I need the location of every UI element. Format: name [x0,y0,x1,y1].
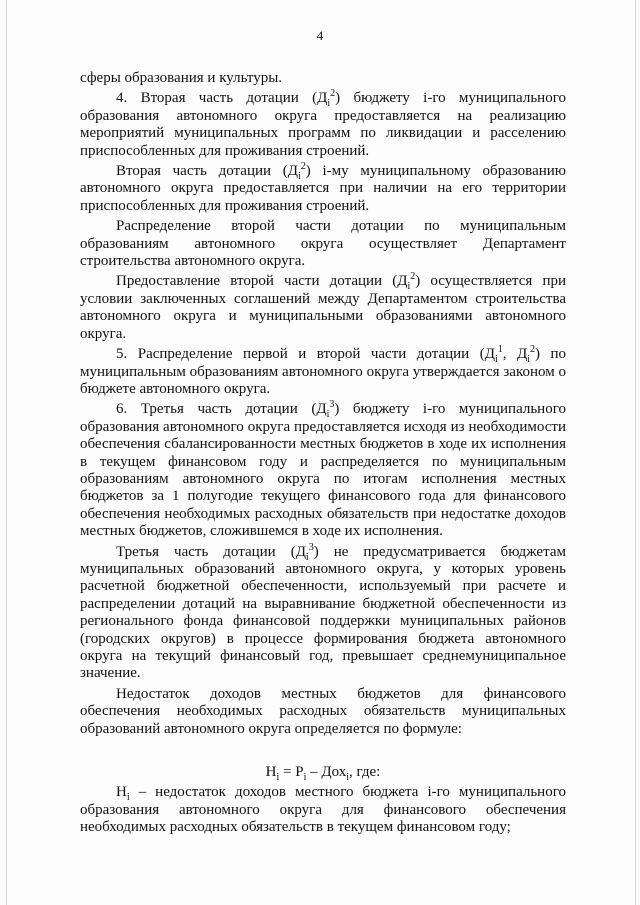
paragraph: Недостаток доходов местных бюджетов для финансового обеспечения необходимых расходных обязательств муниципальных образований автономного округа определяется по формуле: [80,685,566,737]
formula: $Н_i = Р_i - Дох_i$, где: [265,764,381,784]
definition-paragraph: $Н_i$ – недостаток доходов местного бюджета i-го муниципального образования автономного округа для финансового обеспечения необходимых расходных обязательств в текущем финансовом году; [80,784,566,836]
document-body [80,70,566,837]
paragraph: Вторая часть дотации $(Д_i^2)$ i-му муниципальному образованию автономного округа предоставляется при наличии на его территории приспособленных для проживания строений. [80,161,566,214]
paragraph: 5. Распределение первой и второй части дотации ($Д_i^1$, $Д_i^2$) по муниципальным образованиям автономного округа утверждается законом о бюджете автономного округа. [80,344,567,397]
paragraph: 6. Третья часть дотации $(Д_i^3)$ бюджету i-го муниципального образования автономного округа предоставляется исходя из необходимости обеспечения сбалансированности местных бюджетов в ходе их исполнения в текущем финансовом году и распределяется по муниципальным образованиям автономного округа по итогам исполнения местных бюджетов за 1 полугодие текущего финансового года для финансового обеспечения необходимых расходных обязательств при недостатке доходов местных бюджетов, сложившемся в ходе их исполнения. [80,399,566,540]
scan-edge-right [635,0,636,905]
page-number: 4 [316,28,324,43]
paragraph: Предоставление второй части дотации $(Д_i^2)$ осуществляется при условии заключенных соглашений между Департаментом строительства автономного округа и муниципальными образованиями автономного округа. [80,271,566,342]
paragraph: Распределение второй части дотации по муниципальным образованиям автономного округа осуществляет Департамент строительства автономного округа. [80,218,566,270]
paragraph: сферы образования и культуры. [80,70,283,86]
paragraph: Третья часть дотации $(Д_i^3)$ не предусматривается бюджетам муниципальных образований автономного округа, у которых уровень расчетной бюджетной обеспеченности, используемый при расчете и распределении дотаций на выравнивание бюджетной обеспеченности из регионального фонда финансовой поддержки муниципальных районов (городских округов) в процессе формирования бюджета автономного округа на текущий финансовый год, превышает среднемуниципальное значение. [80,541,566,682]
scan-edge-left [6,0,7,905]
paragraph: 4. Вторая часть дотации $(Д_i^2)$ бюджету i-го муниципального образования автономного округа предоставляется на реализацию мероприятий муниципальных программ по ликвидации и расселению приспособленных для проживания строений. [80,88,566,159]
